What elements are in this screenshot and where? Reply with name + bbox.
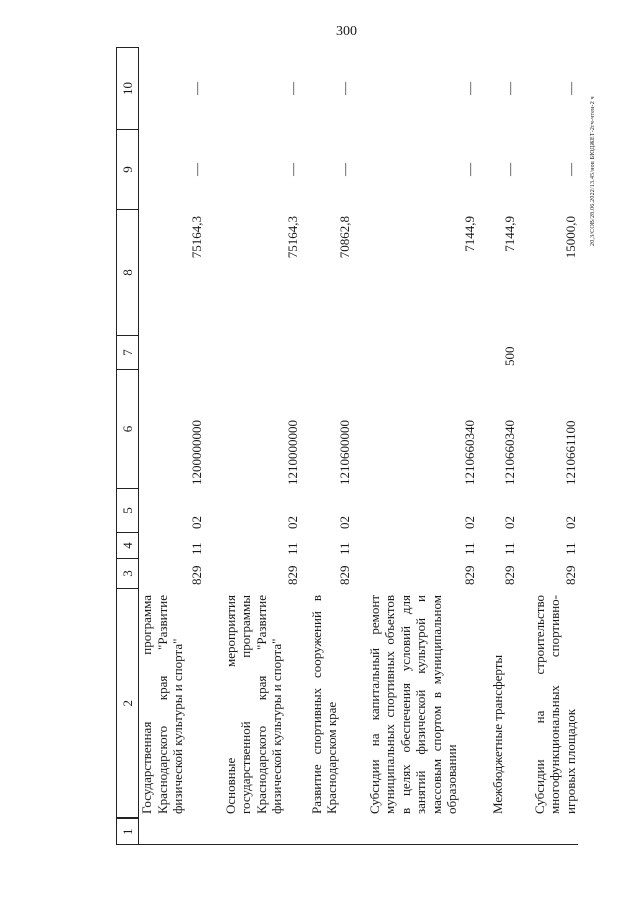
row-name: Субсидии на строительство многофункциональных спортивно-игровых площадок: [531, 595, 578, 814]
row-name: Субсидии на капитальный ремонт муниципальных спортивных объектов в целях обеспечения условий для занятий физической культурой и массовым спортом в муниципальном образовании: [366, 595, 459, 814]
cell-c6: 1210660340: [502, 420, 517, 485]
header-cell: 5: [117, 489, 139, 533]
table-row: [139, 48, 205, 845]
cell-c8: 15000,0: [562, 216, 578, 259]
cell-c3: 829: [337, 565, 352, 585]
cell-c10: —: [189, 82, 204, 95]
cell-c8: 7144,9: [462, 216, 477, 252]
cell-c4: 11: [189, 542, 204, 555]
header-cell: 8: [117, 210, 139, 336]
table-row: [518, 48, 579, 845]
cell-c6: 1210660340: [462, 420, 477, 485]
cell-c7: [205, 336, 301, 370]
cell-c10: —: [337, 82, 352, 95]
budget-table: [116, 47, 578, 845]
header-cell: 6: [117, 370, 139, 489]
row-spacer: [301, 819, 353, 845]
table-row: [353, 48, 478, 845]
cell-c4: 11: [285, 542, 300, 555]
cell-c4: 11: [462, 542, 477, 555]
cell-c8: 75164,3: [285, 216, 300, 259]
header-cell: 4: [117, 533, 139, 559]
cell-c3: 829: [502, 565, 517, 585]
cell-c4: 11: [502, 542, 517, 555]
cell-c5: 02: [285, 516, 300, 529]
cell-c10: —: [502, 82, 517, 95]
cell-c3: 829: [562, 565, 578, 585]
cell-c9: —: [462, 163, 477, 176]
header-row: [117, 48, 139, 845]
row-spacer: [478, 819, 518, 845]
cell-c9: —: [189, 163, 204, 176]
cell-c10: —: [462, 82, 477, 95]
header-cell: 10: [117, 48, 139, 130]
cell-c9: —: [562, 163, 578, 176]
header-cell: 2: [117, 589, 139, 819]
table-row: [478, 48, 518, 845]
cell-c7: 500: [502, 346, 517, 366]
cell-c4: 11: [337, 542, 352, 555]
cell-c9: —: [285, 163, 300, 176]
cell-c6: 1210661100: [562, 420, 578, 485]
row-spacer: [518, 819, 579, 845]
row-spacer: [139, 819, 205, 845]
rotated-table-area: [116, 48, 578, 845]
cell-c6: 1210000000: [285, 420, 300, 485]
cell-c5: 02: [337, 516, 352, 529]
header-cell: 3: [117, 559, 139, 589]
header-cell: 7: [117, 336, 139, 370]
row-spacer: [353, 819, 478, 845]
cell-c8: 7144,9: [502, 216, 517, 252]
row-name: Государственная программа Краснодарского края "Развитие физической культуры и спорта": [139, 595, 185, 814]
cell-c7: [518, 336, 579, 370]
cell-c9: —: [337, 163, 352, 176]
cell-c10: —: [285, 82, 300, 95]
cell-c9: —: [502, 163, 517, 176]
cell-c7: [139, 336, 205, 370]
row-spacer: [205, 819, 301, 845]
table-row: [205, 48, 301, 845]
header-cell: 9: [117, 130, 139, 210]
cell-c7: [353, 336, 478, 370]
cell-c5: 02: [562, 516, 578, 529]
cell-c10: —: [562, 82, 578, 95]
side-note: 20,3/СОВ/28.06.2022/13.45/нов БЮДЖЕТ-2гч-чтен-2 ч: [590, 96, 596, 246]
row-name: Основные мероприятия государственной программы Краснодарского края "Развитие физической культуры и спорта": [222, 595, 284, 814]
row-name: Развитие спортивных сооружений в Краснодарском крае: [308, 595, 339, 814]
cell-c3: 829: [189, 565, 204, 585]
cell-c5: 02: [462, 516, 477, 529]
cell-c8: 70862,8: [337, 216, 352, 259]
page-number: 300: [336, 24, 357, 39]
cell-c6: 1210600000: [337, 420, 352, 485]
cell-c4: 11: [562, 542, 578, 555]
cell-c7: [301, 336, 353, 370]
cell-c6: 1200000000: [189, 420, 204, 485]
header-cell: 1: [117, 819, 139, 845]
table-row: [301, 48, 353, 845]
cell-c3: 829: [285, 565, 300, 585]
cell-c3: 829: [462, 565, 477, 585]
cell-c5: 02: [502, 516, 517, 529]
row-name: Межбюджетные трансферты: [489, 654, 505, 814]
cell-c8: 75164,3: [189, 216, 204, 259]
cell-c5: 02: [189, 516, 204, 529]
